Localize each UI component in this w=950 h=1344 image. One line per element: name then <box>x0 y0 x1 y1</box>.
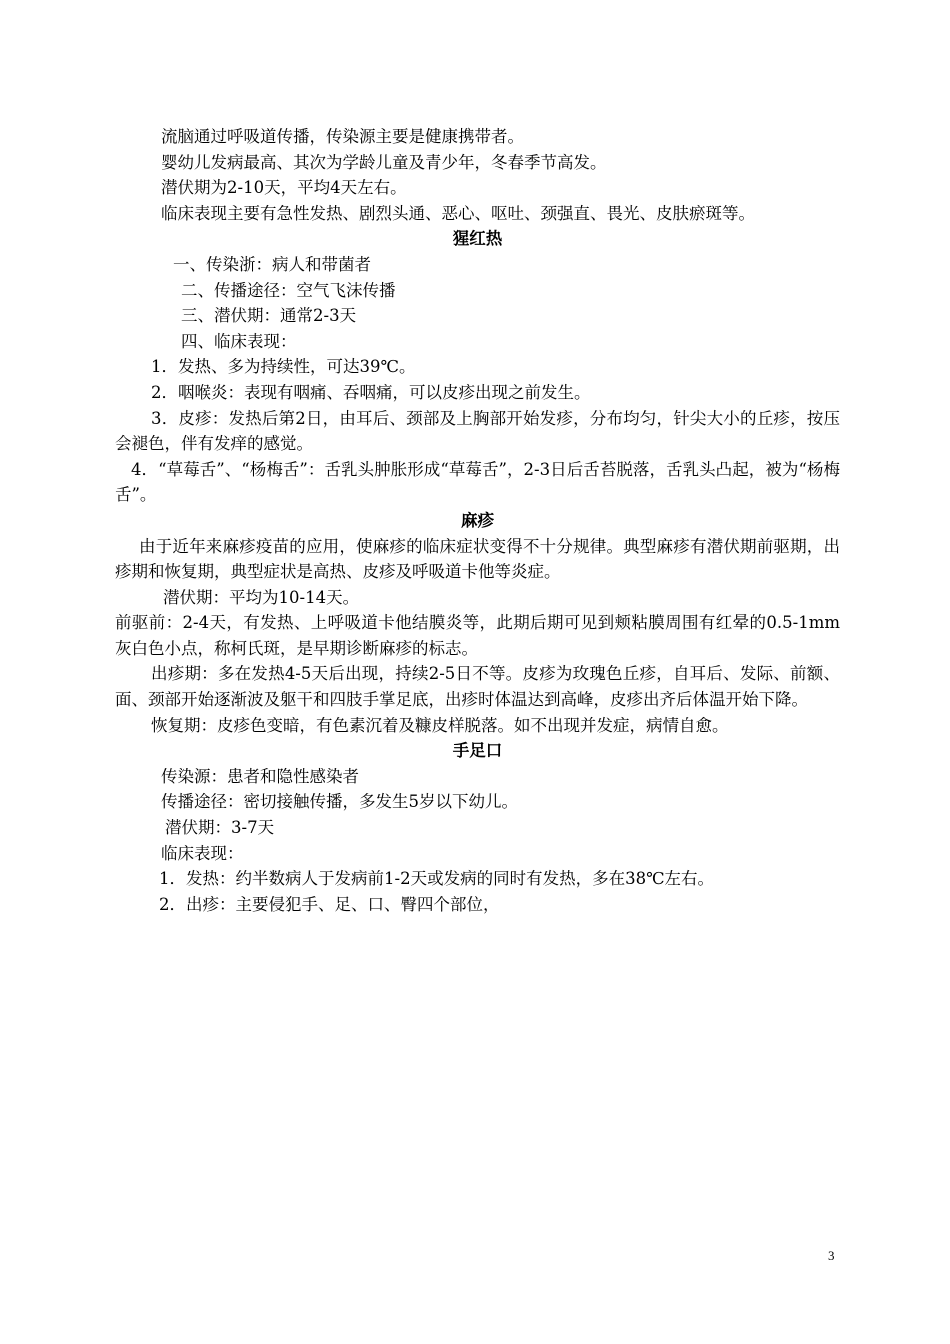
scarlet-fever-item-2: 二、传播途径：空气飞沫传播 <box>181 280 396 300</box>
scarlet-fever-symptom-3: 3．皮疹：发热后第2日，由耳后、颈部及上胸部开始发疹，分布均匀，针尖大小的丘疹，按压会褪色，伴有发痒的感觉。 <box>115 408 840 454</box>
encephalitis-line-1: 流脑通过呼吸道传播，传染源主要是健康携带者。 <box>161 127 524 146</box>
page-number: 3 <box>828 1248 835 1263</box>
measles-prodromal: 前驱前：2-4天，有发热、上呼吸道卡他结膜炎等，此期后期可见到颊粘膜周围有红晕的0.5-1mm灰白色小点，称柯氏斑，是早期诊断麻疹的标志。 <box>115 613 840 658</box>
encephalitis-line-4: 临床表现主要有急性发热、剧烈头通、恶心、呕吐、颈强直、畏光、皮肤瘀斑等。 <box>161 203 755 223</box>
encephalitis-line-3: 潜伏期为2-10天，平均4天左右。 <box>161 178 407 198</box>
measles-incubation: 潜伏期：平均为10-14天。 <box>163 587 360 607</box>
scarlet-fever-item-1: 一、传染浙：病人和带菌者 <box>173 254 371 274</box>
scarlet-fever-symptom-4: 4．“草莓舌”、“杨梅舌”：舌乳头肿胀形成“草莓舌”，2-3日后舌苔脱落，舌乳头凸起，被为“杨梅舌”。 <box>115 459 840 505</box>
hfmd-source: 传染源：患者和隐性感染者 <box>161 766 359 786</box>
scarlet-fever-heading: 猩红热 <box>452 229 503 249</box>
measles-heading: 麻疹 <box>461 510 494 530</box>
hfmd-heading: 手足口 <box>452 741 503 761</box>
scarlet-fever-symptom-1: 1．发热、多为持续性，可达39℃。 <box>151 357 416 377</box>
measles-recovery: 恢复期：皮疹色变暗，有色素沉着及糠皮样脱落。如不出现并发症，病情自愈。 <box>151 715 729 735</box>
hfmd-clinical: 临床表现： <box>161 843 244 863</box>
hfmd-route: 传播途径：密切接触传播，多发生5岁以下幼儿。 <box>161 792 518 812</box>
hfmd-incubation: 潜伏期：3-7天 <box>165 818 275 838</box>
scarlet-fever-item-3: 三、潜伏期：通常2-3天 <box>181 306 357 326</box>
hfmd-symptom-1: 1．发热：约半数病人于发病前1-2天或发病的同时有发热，多在38℃左右。 <box>159 869 715 889</box>
measles-intro: 由于近年来麻疹疫苗的应用，使麻疹的临床症状变得不十分规律。典型麻疹有潜伏期前驱期，出疹期和恢复期，典型症状是高热、皮疹及呼吸道卡他等炎症。 <box>115 536 840 582</box>
measles-eruption: 出疹期：多在发热4-5天后出现，持续2-5日不等。皮疹为玫瑰色丘疹，自耳后、发际、前额、面、颈部开始逐渐波及躯干和四肢手掌足底，出疹时体温达到高峰，皮疹出齐后体温开始下降。 <box>115 664 840 710</box>
scarlet-fever-symptom-2: 2．咽喉炎：表现有咽痛、吞咽痛，可以皮疹出现之前发生。 <box>151 382 591 402</box>
document-body <box>115 124 840 917</box>
encephalitis-line-2: 婴幼儿发病最高、其次为学龄儿童及青少年，冬春季节高发。 <box>161 152 607 172</box>
hfmd-symptom-2: 2．出疹：主要侵犯手、足、口、臀四个部位， <box>159 894 500 914</box>
scarlet-fever-item-4: 四、临床表现： <box>181 331 297 351</box>
